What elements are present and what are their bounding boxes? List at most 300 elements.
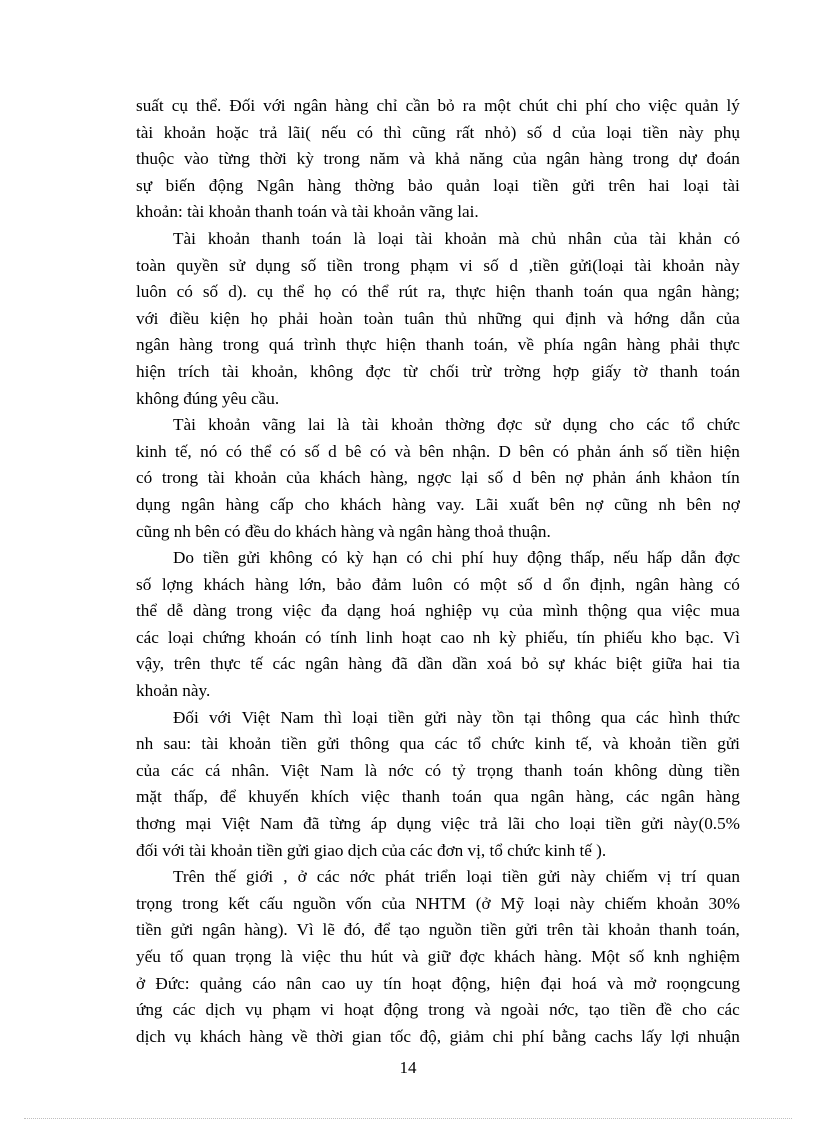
word: d — [512, 468, 522, 488]
word: giữa — [651, 654, 683, 674]
word: uy — [355, 973, 373, 993]
word: ra — [462, 96, 477, 115]
word: việc — [648, 96, 677, 115]
word: thức — [709, 707, 740, 727]
word: khoản — [228, 734, 271, 754]
word: tốc — [390, 1026, 412, 1046]
word: Do — [173, 548, 195, 568]
word: phạm — [410, 255, 449, 275]
word: bảo — [407, 175, 433, 195]
word: ngân — [305, 654, 339, 674]
word: thờng — [445, 415, 485, 435]
word: với — [136, 308, 159, 328]
word: cho — [681, 1000, 707, 1020]
word: loại — [466, 867, 493, 887]
word: NHTM — [415, 893, 466, 913]
word: d). — [228, 282, 247, 302]
word: trong — [236, 601, 273, 621]
word: thời — [316, 1026, 344, 1046]
word: trên — [608, 175, 636, 195]
word: Đối — [173, 707, 199, 727]
word: biệt — [616, 654, 643, 674]
word: ngân — [658, 282, 692, 302]
word: hàng). — [244, 920, 288, 940]
word: lớn, — [299, 574, 326, 594]
word: thơng — [136, 814, 176, 834]
word: xuất — [509, 494, 539, 514]
word: trong — [632, 149, 670, 169]
word: quan — [706, 867, 740, 887]
word: dịch — [205, 1000, 236, 1020]
text-line — [136, 492, 740, 519]
word: loại — [606, 122, 632, 142]
word: nợ — [585, 494, 604, 514]
word: trích — [177, 361, 210, 381]
word: này(0.5% — [673, 814, 740, 834]
word: toán — [311, 228, 342, 248]
word: định — [565, 308, 597, 328]
word: trong — [182, 893, 219, 913]
word: có — [305, 627, 322, 647]
word: thể — [283, 282, 305, 302]
word: vay. — [436, 494, 465, 514]
word: kỳ — [499, 627, 517, 647]
word: kinh — [136, 441, 167, 461]
word: lợng — [161, 574, 193, 594]
word: của — [715, 308, 740, 328]
word: D — [498, 441, 511, 461]
word: ngân — [181, 494, 215, 514]
word: rút — [398, 282, 418, 302]
text-line — [136, 439, 740, 466]
word: khách — [199, 1026, 241, 1046]
word: động — [527, 548, 562, 568]
word: hàng — [249, 1026, 283, 1046]
word: Đối — [229, 96, 256, 115]
word: và — [402, 947, 419, 966]
word: để — [219, 787, 237, 807]
word: có — [723, 228, 740, 248]
word: chiếm — [604, 893, 647, 913]
word: của — [571, 122, 596, 142]
word: trả — [259, 122, 278, 142]
text-line — [136, 625, 740, 652]
text-line — [136, 1024, 740, 1051]
word: khách — [340, 494, 382, 514]
word: khoản — [391, 415, 434, 435]
word: đợc — [714, 548, 740, 568]
word: trình — [303, 335, 337, 355]
word: trên — [546, 920, 574, 940]
word: loại — [493, 175, 520, 195]
word: khản — [678, 228, 712, 248]
word: để — [373, 920, 391, 940]
word: vụ — [245, 1000, 263, 1020]
word: gian — [351, 1026, 382, 1046]
word: ngân — [583, 335, 617, 355]
word: ngân — [660, 787, 695, 807]
word: mua — [710, 601, 740, 621]
word: dụng — [396, 814, 432, 834]
text-line — [136, 306, 740, 333]
word: kho — [650, 627, 677, 647]
word: trong — [161, 468, 199, 488]
word: khoản — [208, 415, 251, 435]
word: và — [607, 308, 624, 328]
word: luôn — [412, 574, 443, 594]
word: có — [356, 122, 373, 142]
word: thực — [455, 282, 486, 302]
word: ngân — [202, 920, 236, 940]
word: cachs — [594, 1026, 633, 1046]
word: của — [381, 893, 406, 913]
word: cáo — [252, 973, 277, 993]
word: vào — [183, 149, 209, 169]
word: thanh — [425, 335, 464, 355]
word: tồn — [492, 707, 514, 727]
word: phản — [592, 468, 626, 488]
word: huy — [492, 548, 519, 568]
word: tiền — [619, 1000, 646, 1020]
word: tiền — [532, 175, 559, 195]
word: hoá — [571, 973, 597, 993]
word: vãng — [262, 415, 296, 435]
word: phiếu — [603, 627, 642, 647]
text-line — [136, 359, 740, 386]
word: ngân — [546, 149, 580, 169]
text-line — [136, 93, 740, 120]
word: cho — [615, 96, 641, 115]
word: đợc — [459, 947, 485, 966]
word: nhỏ) — [484, 122, 517, 142]
word: hàng — [348, 654, 382, 674]
word: tiền — [681, 734, 708, 754]
word: ở — [297, 867, 307, 887]
word: việc — [282, 601, 312, 621]
word: (ở — [475, 893, 491, 913]
word: cho — [304, 494, 330, 514]
word: hợp — [552, 361, 580, 381]
word: không — [614, 760, 658, 780]
word: toán — [710, 361, 740, 381]
word: bên — [530, 468, 556, 488]
text-line — [136, 705, 740, 732]
word: tiền — [502, 867, 528, 887]
word: quá — [268, 335, 294, 355]
word: trừ — [471, 361, 492, 381]
word: là — [280, 947, 293, 966]
word: số — [304, 441, 320, 461]
word: thì — [383, 122, 402, 142]
word: bê — [345, 441, 362, 461]
text-line — [136, 917, 740, 944]
word: mình — [542, 601, 579, 621]
text-line — [136, 545, 740, 572]
word: d — [552, 122, 562, 142]
word: tiền — [388, 707, 414, 727]
word: Mỹ — [500, 893, 525, 913]
word: Tài — [173, 415, 196, 435]
text-line — [136, 731, 740, 758]
body-text — [136, 93, 740, 1050]
word: số — [483, 255, 499, 275]
word: năng — [469, 149, 503, 169]
word: 30% — [708, 893, 740, 913]
word: toàn — [136, 255, 166, 275]
word: dạng — [347, 601, 381, 621]
word: độ, — [419, 1026, 442, 1046]
word: nợ — [722, 494, 740, 514]
word: chi — [431, 548, 453, 568]
word: bỏ — [521, 654, 539, 674]
word: tỷ — [452, 760, 466, 780]
word: phí — [461, 548, 484, 568]
word: toàn — [363, 308, 394, 328]
word: nghiệp — [425, 601, 472, 621]
word: dần — [452, 654, 477, 674]
word: tia — [722, 654, 740, 674]
word: hạn — [372, 548, 398, 568]
word: d — [328, 441, 337, 461]
word: việc — [302, 947, 331, 966]
word: qui — [532, 308, 555, 328]
word: cao — [321, 973, 346, 993]
text-line — [136, 146, 740, 173]
word: Ngân — [256, 175, 294, 195]
word: thấp, — [570, 548, 605, 568]
word: họ — [250, 308, 268, 328]
word: thể — [250, 441, 272, 461]
word: khoản — [656, 893, 699, 913]
word: bên — [419, 441, 444, 461]
word: trả — [479, 814, 498, 834]
word: vị — [657, 867, 672, 887]
word: chi — [556, 96, 578, 115]
page-number: 14 — [399, 1058, 417, 1077]
text-line — [136, 332, 740, 359]
text-line: khoản: tài khoản thanh toán và tài khoản vãng lai. — [136, 202, 479, 222]
word: giảm — [449, 1026, 484, 1046]
word: dự — [678, 149, 697, 169]
word: tín — [721, 468, 740, 488]
word: dùng — [668, 760, 703, 780]
word: nhuận — [697, 1026, 740, 1046]
word: chứng — [202, 627, 246, 647]
word: cho — [609, 415, 635, 435]
word: hàng — [392, 494, 426, 514]
text-line — [136, 226, 740, 253]
word: phí — [585, 96, 608, 115]
word: quản — [446, 175, 480, 195]
word: có — [225, 441, 242, 461]
word: d — [543, 574, 552, 594]
word: d — [509, 255, 518, 275]
text-line — [136, 465, 740, 492]
word: đợc — [365, 361, 391, 381]
word: dẫn — [680, 308, 705, 328]
word: nớc — [349, 867, 376, 887]
word: nớc, — [549, 1000, 579, 1020]
word: vốn — [345, 893, 372, 913]
word: động, — [451, 973, 491, 993]
word: hàng — [589, 149, 623, 169]
word: tín — [383, 973, 402, 993]
word: có — [406, 548, 423, 568]
word: chủ — [531, 228, 557, 248]
word: nhận. — [452, 441, 491, 461]
word: với — [263, 96, 286, 115]
word: phụ — [714, 122, 740, 142]
word: dụng — [562, 415, 598, 435]
text-line — [136, 971, 740, 998]
word: nó — [200, 441, 218, 461]
word: ổn — [562, 574, 580, 594]
word: việc — [361, 787, 390, 807]
word: khoản — [628, 734, 671, 754]
word: sự — [548, 654, 565, 674]
word: có — [552, 441, 569, 461]
word: thanh — [535, 282, 574, 302]
word: ngân — [635, 574, 670, 594]
word: cá — [205, 760, 221, 780]
word: quyền — [176, 255, 219, 275]
word: ra, — [427, 282, 446, 302]
word: này — [569, 893, 595, 913]
word: mà — [498, 228, 520, 248]
word: hiện — [495, 282, 526, 302]
word: thực — [346, 335, 377, 355]
word: hiện — [500, 973, 531, 993]
word: quản — [685, 96, 719, 115]
word: cao — [440, 627, 465, 647]
word: có — [369, 441, 387, 461]
word: phía — [543, 335, 574, 355]
word: khảon — [670, 468, 713, 488]
word: tài — [136, 122, 154, 142]
word: qua — [623, 282, 649, 302]
word: của — [508, 601, 533, 621]
text-line — [136, 598, 740, 625]
word: sau: — [163, 734, 192, 754]
word: tiền — [480, 920, 507, 940]
word: có — [453, 574, 470, 594]
word: thể. — [195, 96, 222, 115]
word: đại — [540, 973, 562, 993]
word: tại — [524, 707, 542, 727]
word: bên — [549, 494, 575, 514]
word: ánh — [635, 468, 661, 488]
word: dụng — [136, 494, 171, 514]
word: dịch — [136, 1026, 166, 1046]
word: toán — [583, 282, 614, 302]
word: hoàn — [319, 308, 353, 328]
word: chút — [518, 96, 549, 115]
word: thanh — [658, 920, 698, 940]
word: knh — [653, 947, 680, 966]
word: toán, — [473, 335, 508, 355]
word: tính — [330, 627, 358, 647]
word: hình — [668, 707, 700, 727]
word: hàng — [706, 787, 740, 807]
word: cấu — [259, 893, 284, 913]
word: nếu — [613, 548, 639, 568]
word: tổ — [681, 415, 695, 435]
word: số — [487, 468, 504, 488]
word: toán — [573, 760, 604, 780]
word: mại — [185, 814, 212, 834]
word: tiền — [642, 122, 669, 142]
word: gửi — [572, 175, 595, 195]
word: các — [272, 654, 296, 674]
word: các — [172, 1000, 196, 1020]
word: khoản — [163, 122, 206, 142]
word: trí — [681, 867, 697, 887]
word: thủ — [444, 308, 467, 328]
word: lấy — [641, 1026, 663, 1046]
word: tài — [634, 255, 652, 275]
word: tài — [722, 175, 740, 195]
word: tiền — [714, 760, 740, 780]
word: loại — [167, 627, 194, 647]
word: số — [628, 947, 645, 966]
word: các — [716, 1000, 740, 1020]
word: cũng — [412, 122, 446, 142]
word: thu — [339, 947, 362, 966]
word: hút — [371, 947, 394, 966]
word: từng — [329, 814, 361, 834]
word: đợc — [497, 415, 523, 435]
text-line — [136, 173, 740, 200]
word: và — [602, 734, 619, 754]
word: ,tiền — [528, 255, 559, 275]
word: luôn — [136, 282, 167, 302]
word: số — [526, 122, 543, 142]
word: số — [136, 574, 152, 594]
word: thờng — [354, 175, 395, 195]
word: của — [286, 468, 310, 488]
word: này — [457, 707, 482, 727]
word: nớc — [388, 760, 414, 780]
word: có — [279, 441, 297, 461]
word: Việt — [241, 707, 271, 727]
word: bảo — [336, 574, 362, 594]
word: thanh — [524, 760, 563, 780]
word: ở — [136, 973, 146, 993]
word: những — [477, 308, 522, 328]
word: trọng — [235, 947, 272, 966]
word: các — [625, 787, 649, 807]
word: Vì — [296, 920, 314, 940]
word: tài — [361, 415, 379, 435]
word: thể — [136, 601, 157, 621]
word: dần — [417, 654, 443, 674]
word: sử — [229, 255, 246, 275]
word: tế, — [575, 734, 593, 754]
word: trong — [363, 255, 400, 275]
word: bên — [519, 441, 545, 461]
word: cấp — [269, 494, 294, 514]
word: mở — [633, 973, 657, 993]
word: chức — [491, 734, 525, 754]
word: loại — [683, 175, 710, 195]
word: gửi — [641, 814, 664, 834]
word: hiện — [386, 335, 416, 355]
word: thanh — [261, 228, 300, 248]
word: việc — [671, 601, 701, 621]
word: nân — [286, 973, 312, 993]
word: nh — [658, 494, 676, 514]
word: phải — [278, 308, 309, 328]
